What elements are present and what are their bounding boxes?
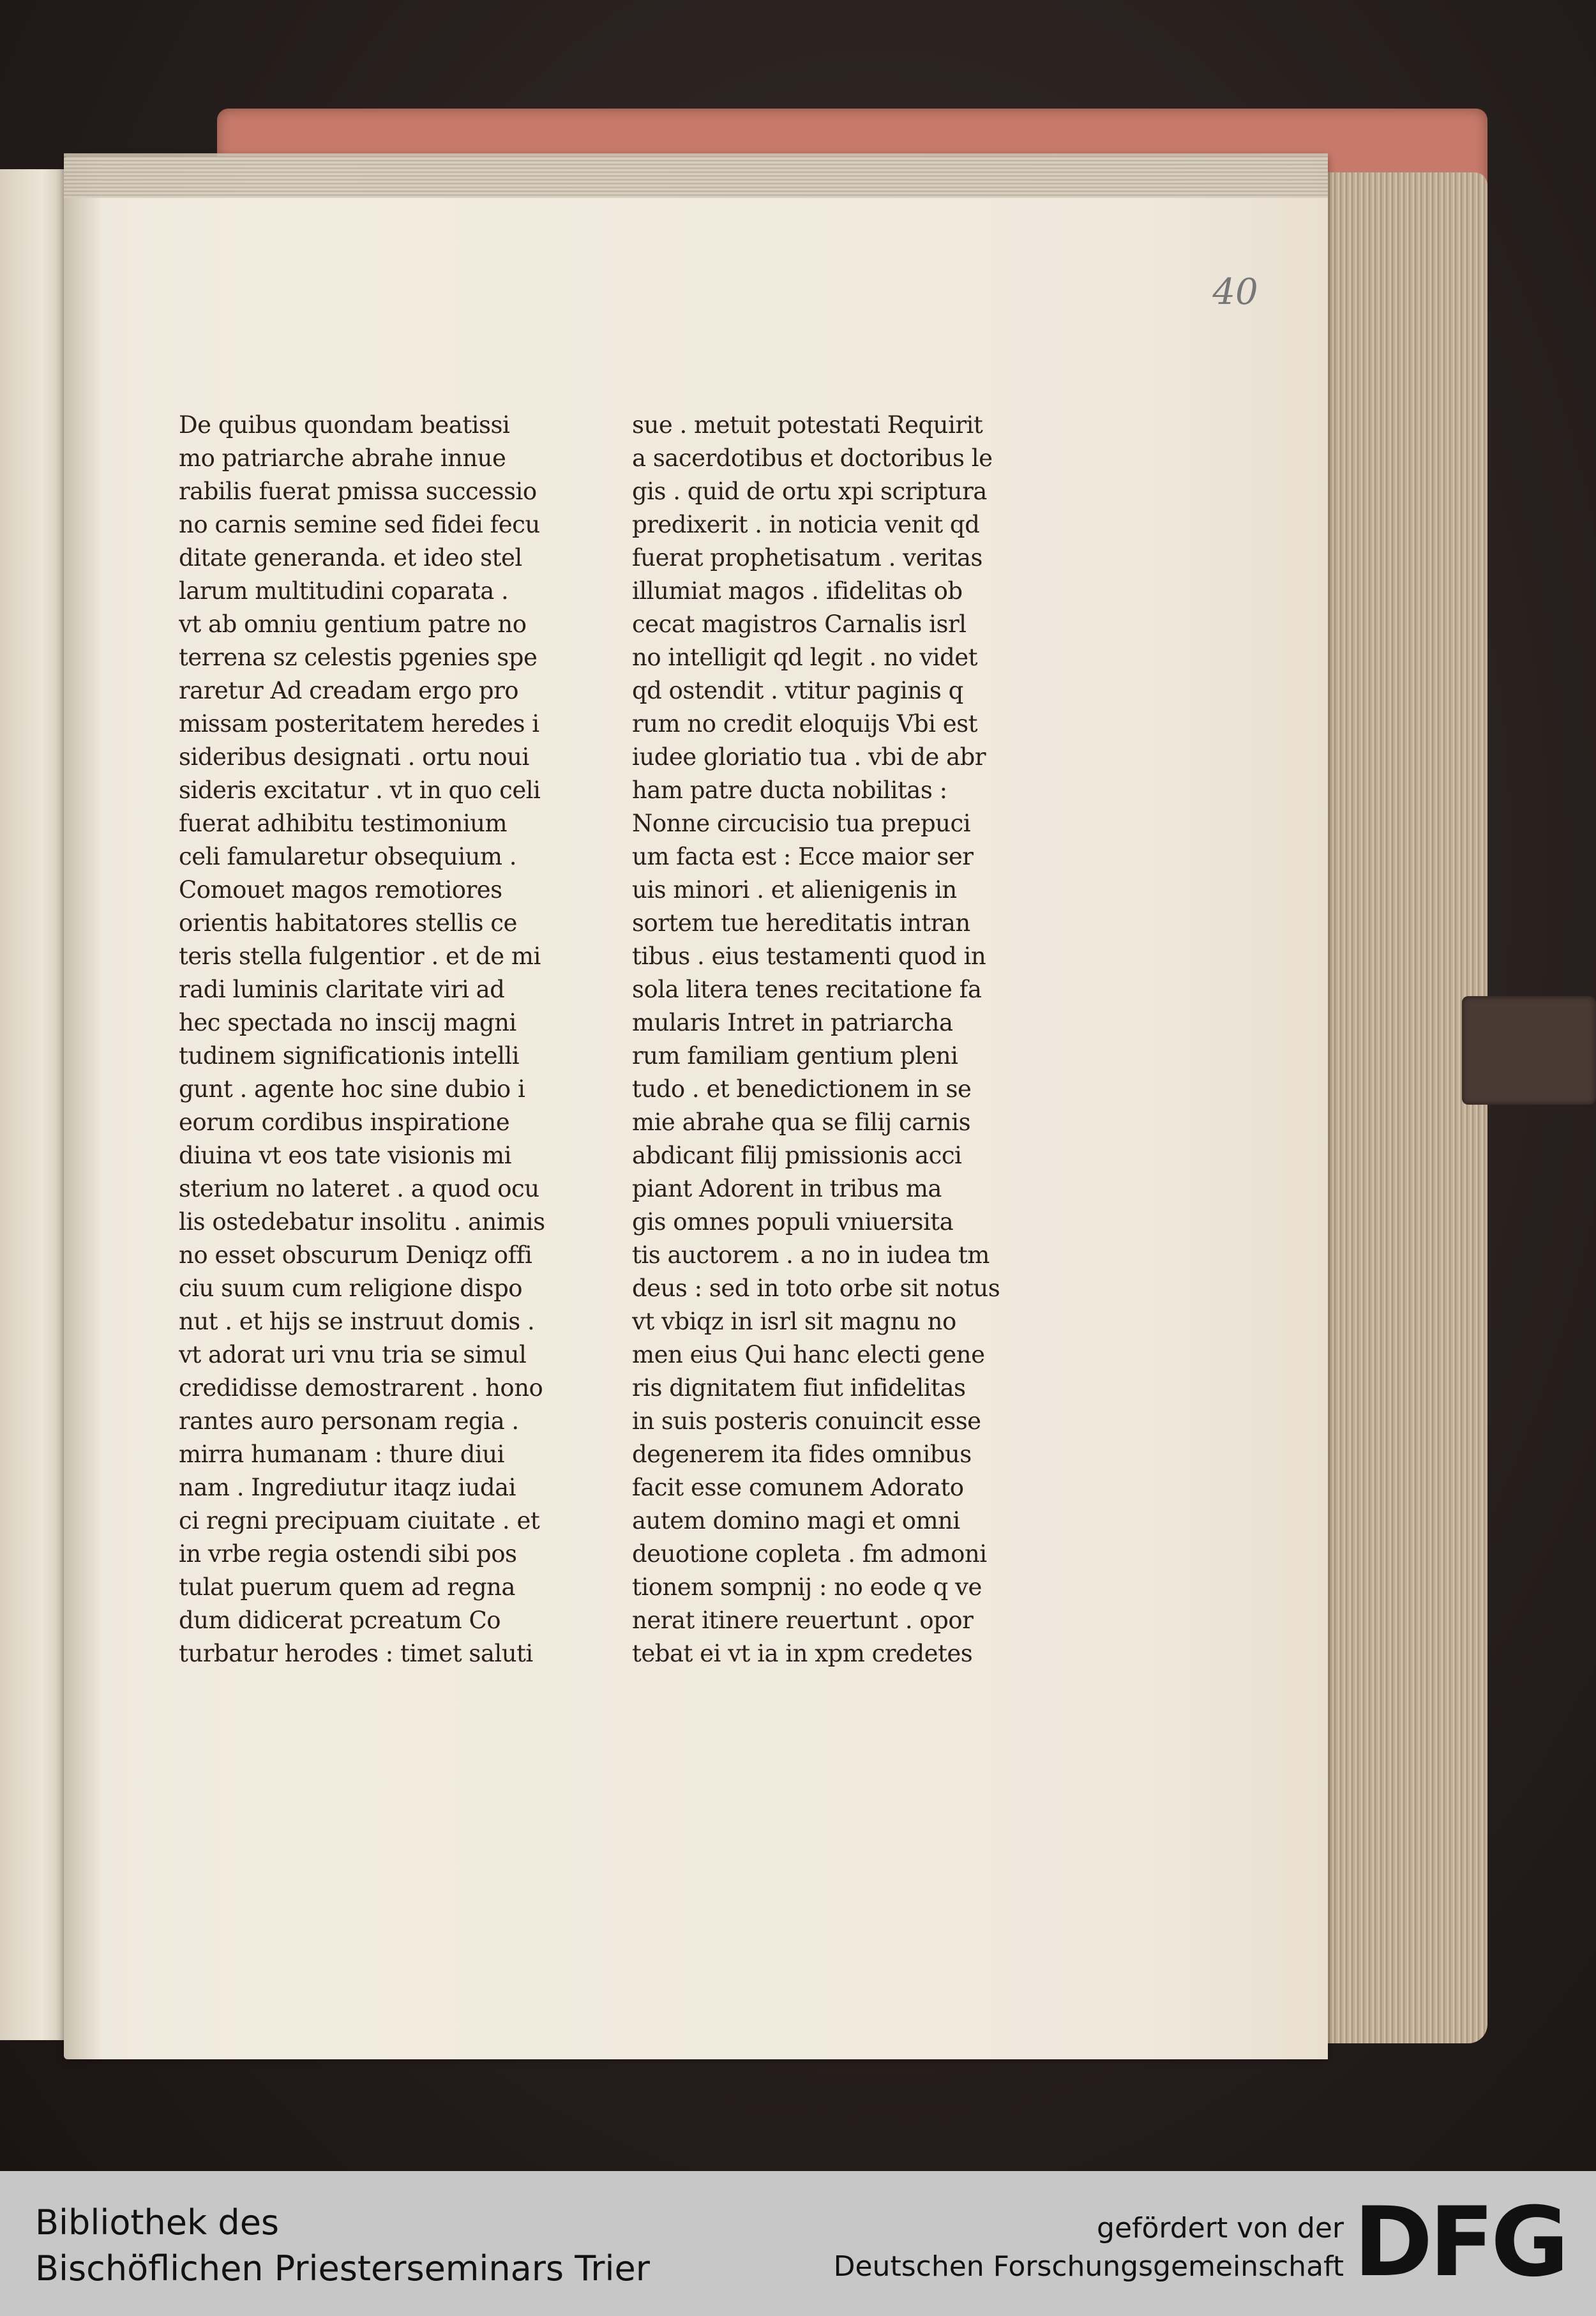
- library-line-2: Bischöflichen Priesterseminars Trier: [35, 2248, 650, 2289]
- text-line: in vrbe regia ostendi sibi pos: [179, 1540, 517, 1568]
- text-line: fuerat prophetisatum . veritas: [632, 544, 982, 571]
- text-line: lis ostedebatur insolitu . animis: [179, 1208, 545, 1236]
- text-line: a sacerdotibus et doctoribus le: [632, 444, 993, 472]
- page-edges: [1302, 172, 1487, 2043]
- left-page-edge: [0, 169, 70, 2040]
- text-line: ci regni precipuam ciuitate . et: [179, 1507, 540, 1534]
- text-column-right: [632, 409, 1015, 1670]
- text-line: Nonne circucisio tua prepuci: [632, 810, 971, 837]
- text-line: ditate generanda. et ideo stel: [179, 544, 522, 571]
- text-line: cecat magistros Carnalis isrl: [632, 610, 967, 638]
- text-line: vt adorat uri vnu tria se simul: [179, 1341, 527, 1368]
- text-line: sideris excitatur . vt in quo celi: [179, 776, 541, 804]
- text-line: ris dignitatem fiut infidelitas: [632, 1374, 966, 1402]
- text-line: diuina vt eos tate visionis mi: [179, 1142, 511, 1169]
- text-line: um facta est : Ecce maior ser: [632, 843, 974, 870]
- text-line: no esset obscurum Deniqz offi: [179, 1241, 532, 1269]
- text-line: rantes auro personam regia .: [179, 1407, 519, 1435]
- text-line: gis . quid de ortu xpi scriptura: [632, 478, 987, 505]
- text-line: tis auctorem . a no in iudea tm: [632, 1241, 990, 1269]
- top-page-edge: [64, 153, 1328, 198]
- text-line: tulat puerum quem ad regna: [179, 1573, 515, 1601]
- text-line: credidisse demostrarent . hono: [179, 1374, 543, 1402]
- text-line: men eius Qui hanc electi gene: [632, 1341, 985, 1368]
- sponsor-line-2: Deutschen Forschungsgemeinschaft: [833, 2250, 1344, 2283]
- text-line: vt vbiqz in isrl sit magnu no: [632, 1308, 956, 1335]
- text-line: sterium no lateret . a quod ocu: [179, 1175, 539, 1202]
- folio-number: 40: [1212, 271, 1258, 313]
- text-line: mularis Intret in patriarcha: [632, 1009, 953, 1036]
- library-name: [35, 2200, 650, 2292]
- text-line: autem domino magi et omni: [632, 1507, 960, 1534]
- text-line: illumiat magos . ifidelitas ob: [632, 577, 963, 605]
- text-column-left: [179, 409, 562, 1670]
- library-line-1: Bibliothek des: [35, 2202, 280, 2243]
- text-line: deus : sed in toto orbe sit notus: [632, 1275, 1000, 1302]
- text-line: degenerem ita fides omnibus: [632, 1441, 972, 1468]
- text-line: deuotione copleta . fm admoni: [632, 1540, 987, 1568]
- text-line: tudo . et benedictionem in se: [632, 1075, 972, 1103]
- text-line: larum multitudini coparata .: [179, 577, 509, 605]
- text-line: turbatur herodes : timet saluti: [179, 1640, 533, 1667]
- text-line: dum didicerat pcreatum Co: [179, 1607, 501, 1634]
- text-line: fuerat adhibitu testimonium: [179, 810, 508, 837]
- text-line: tebat ei vt ia in xpm credetes: [632, 1640, 973, 1667]
- text-line: sola litera tenes recitatione fa: [632, 976, 982, 1003]
- text-line: missam posteritatem heredes i: [179, 710, 539, 738]
- text-line: tudinem significationis intelli: [179, 1042, 520, 1070]
- text-line: ham patre ducta nobilitas :: [632, 776, 947, 804]
- text-line: ciu suum cum religione dispo: [179, 1275, 523, 1302]
- text-line: sortem tue hereditatis intran: [632, 909, 970, 937]
- sponsor-text: [834, 2209, 1344, 2286]
- text-line: rabilis fuerat pmissa successio: [179, 478, 537, 505]
- footer-banner: [0, 2171, 1596, 2316]
- sponsor-line-1: gefördert von der: [1097, 2212, 1344, 2244]
- text-line: sue . metuit potestati Requirit: [632, 411, 983, 439]
- text-line: gis omnes populi vniuersita: [632, 1208, 954, 1236]
- text-line: no carnis semine sed fidei fecu: [179, 511, 540, 538]
- dfg-logo: DFG: [1353, 2187, 1566, 2298]
- text-line: teris stella fulgentior . et de mi: [179, 942, 541, 970]
- text-line: in suis posteris conuincit esse: [632, 1407, 981, 1435]
- text-line: hec spectada no inscij magni: [179, 1009, 516, 1036]
- text-line: eorum cordibus inspiratione: [179, 1109, 510, 1136]
- text-line: uis minori . et alienigenis in: [632, 876, 957, 904]
- text-line: sideribus designati . ortu noui: [179, 743, 529, 771]
- text-line: nam . Ingrediutur itaqz iudai: [179, 1474, 516, 1501]
- clasp-strap: [1462, 996, 1596, 1105]
- text-line: no intelligit qd legit . no videt: [632, 644, 978, 671]
- text-line: iudee gloriatio tua . vbi de abr: [632, 743, 986, 771]
- text-line: terrena sz celestis pgenies spe: [179, 644, 538, 671]
- text-line: mie abrahe qua se filij carnis: [632, 1109, 971, 1136]
- text-line: celi famularetur obsequium .: [179, 843, 516, 870]
- text-line: predixerit . in noticia venit qd: [632, 511, 980, 538]
- text-line: qd ostendit . vtitur paginis q: [632, 677, 963, 704]
- text-line: nut . et hijs se instruut domis .: [179, 1308, 535, 1335]
- text-line: tibus . eius testamenti quod in: [632, 942, 986, 970]
- text-line: De quibus quondam beatissi: [179, 411, 510, 439]
- text-line: gunt . agente hoc sine dubio i: [179, 1075, 525, 1103]
- text-line: abdicant filij pmissionis acci: [632, 1142, 962, 1169]
- text-line: radi luminis claritate viri ad: [179, 976, 505, 1003]
- text-line: mirra humanam : thure diui: [179, 1441, 504, 1468]
- text-line: mo patriarche abrahe innue: [179, 444, 506, 472]
- text-line: Comouet magos remotiores: [179, 876, 502, 904]
- text-line: piant Adorent in tribus ma: [632, 1175, 942, 1202]
- text-line: rum no credit eloquijs Vbi est: [632, 710, 978, 738]
- text-line: nerat itinere reuertunt . opor: [632, 1607, 974, 1634]
- text-line: vt ab omniu gentium patre no: [179, 610, 527, 638]
- text-line: orientis habitatores stellis ce: [179, 909, 517, 937]
- text-line: raretur Ad creadam ergo pro: [179, 677, 519, 704]
- text-line: facit esse comunem Adorato: [632, 1474, 964, 1501]
- text-line: tionem sompnij : no eode q ve: [632, 1573, 982, 1601]
- text-line: rum familiam gentium pleni: [632, 1042, 958, 1070]
